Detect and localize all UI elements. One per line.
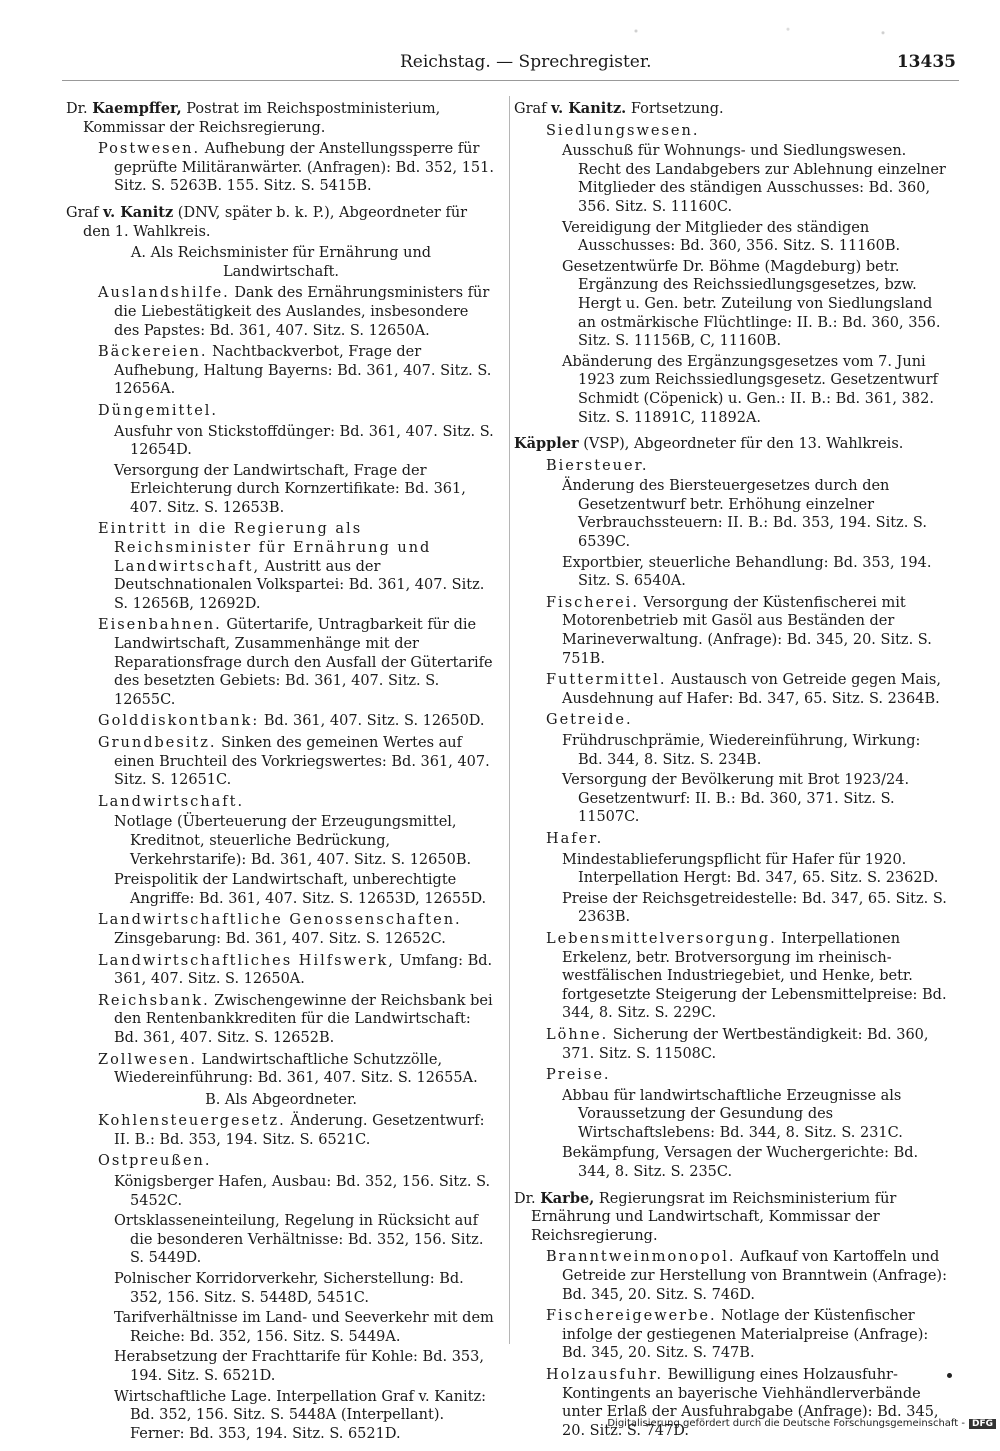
topic-line [514, 830, 948, 849]
topic-text: Austritt aus der Deutschnationalen Volkspartei: Bd. 361, 407. Sitz. S. 12656B, 12692D. [114, 558, 485, 612]
topic-text: Dank des Ernährungsministers für die Liebestätigkeit des Auslandes, insbesondere des Papstes: Bd. 361, 407. Sitz. S. 12650A. [114, 285, 490, 339]
column-divider [509, 96, 510, 1344]
topic-line [514, 1248, 948, 1304]
speaker-description: Regierungsrat im Reichsministerium für Ernährung und Landwirtschaft, Kommissar der Reichsregierung. [531, 1190, 897, 1244]
entry-heading [514, 100, 948, 119]
topic-keyword: Hafer. [546, 830, 604, 847]
topic-line [66, 734, 496, 790]
entry-heading [514, 1190, 948, 1246]
entry-prefix: Dr. [514, 1190, 541, 1207]
topic-keyword: Preise. [546, 1067, 611, 1084]
topic-keyword: Lebensmittelversorgung. [546, 930, 777, 947]
subtopic-line: Ausfuhr von Stickstoffdünger: Bd. 361, 407. Sitz. S. 12654D. [114, 423, 494, 459]
subtopic-line: Versorgung der Bevölkerung mit Brot 1923/24. Gesetzentwurf: II. B.: Bd. 360, 371. Sitz. S. 11507C. [562, 772, 910, 826]
speaker-description: (VSP), Abgeordneter für den 13. Wahlkreis. [578, 436, 904, 453]
topic-line [66, 712, 496, 731]
topic-text: Zwischengewinne der Reichsbank bei den Rentenbankkrediten für die Landwirtschaft: Bd. 361, 407. Sitz. S. 12652B. [114, 992, 493, 1046]
topic-keyword: Branntweinmonopol. [546, 1249, 736, 1266]
footer-text: Digitalisierung gefördert durch die Deutsche Forschungsgemeinschaft - [607, 1418, 965, 1429]
topic-text: Sinken des gemeinen Wertes auf einen Bruchteil des Vorkriegswertes: Bd. 361, 407. Sitz. S. 12651C. [114, 735, 490, 789]
topic-line [514, 711, 948, 730]
subtopic-line: Abbau für landwirtschaftliche Erzeugnisse als Voraussetzung der Gesundung des Wirtschaftslebens: Bd. 344, 8. Sitz. S. 231C. [562, 1087, 903, 1141]
topic-keyword: Siedlungswesen. [546, 122, 700, 139]
subtopic-line: Exportbier, steuerliche Behandlung: Bd. 353, 194. Sitz. S. 6540A. [562, 554, 932, 590]
topic-line [66, 1051, 496, 1088]
topic-line [514, 1026, 948, 1063]
register-entry [514, 1190, 948, 1441]
speaker-name: v. Kanitz [103, 203, 174, 221]
register-entry [514, 100, 948, 427]
subtopic-line: Polnischer Korridorverkehr, Sicherstellung: Bd. 352, 156. Sitz. S. 5448D, 5451C. [114, 1271, 464, 1306]
topic-line [66, 793, 496, 812]
subtopic-line: Königsberger Hafen, Ausbau: Bd. 352, 156. Sitz. S. 5452C. [114, 1174, 491, 1209]
topic-keyword: Löhne. [546, 1026, 609, 1043]
subtopic-line: Abänderung des Ergänzungsgesetzes vom 7. Juni 1923 zum Reichssiedlungsgesetz. Gesetzentwurf Schmidt (Cöpenick) u. Gen.: II. B.: Bd. 361, 382. Sitz. S. 11891C, 11892A. [562, 353, 938, 426]
subtopic-line: Änderung des Biersteuergesetzes durch den Gesetzentwurf betr. Erhöhung einzelner Verbrauchssteuern: II. B.: Bd. 353, 194. Sitz. S. 6539C. [562, 478, 927, 551]
topic-line [514, 1366, 948, 1440]
topic-line [66, 911, 496, 948]
subtopic-line: Notlage (Überteuerung der Erzeugungsmittel, Kreditnot, steuerliche Bedrückung, Verkehrstarife): Bd. 361, 407. Sitz. S. 12650B. [114, 814, 472, 868]
speaker-description: Postrat im Reichspostministerium, Kommissar der Reichsregierung. [83, 101, 441, 136]
topic-keyword: Auslandshilfe. [98, 285, 230, 302]
register-entry [66, 100, 496, 196]
subtopic-line: Bekämpfung, Versagen der Wuchergerichte: Bd. 344, 8. Sitz. S. 235C. [562, 1145, 919, 1181]
topic-text: Sicherung der Wertbeständigkeit: Bd. 360, 371. Sitz. S. 11508C. [562, 1026, 929, 1062]
topic-line [66, 952, 496, 989]
topic-keyword: Grundbesitz. [98, 735, 217, 751]
topic-keyword: Golddiskontbank: [98, 713, 260, 730]
register-entry [514, 435, 948, 1182]
header-rule [62, 80, 959, 81]
topic-text: Gütertarife, Untragbarkeit für die Landwirtschaft, Zusammenhänge mit der Reparationsfrage durch den Ausfall der Gütertarife des besetzten Gebiets: Bd. 361, 407. Sitz. S. 12655C. [114, 617, 493, 708]
subtopic-line: Ortsklasseneinteilung, Regelung in Rücksicht auf die besonderen Verhältnisse: Bd. 352, 156. Sitz. S. 5449D. [114, 1213, 484, 1267]
topic-line [514, 594, 948, 668]
subtopic-line: Vereidigung der Mitglieder des ständigen Ausschusses: Bd. 360, 356. Sitz. S. 11160B. [562, 219, 901, 255]
topic-line [66, 616, 496, 709]
entry-heading [66, 204, 496, 241]
register-entry [66, 204, 496, 1443]
topic-keyword: Reichsbank. [98, 992, 210, 1009]
topic-keyword: Zollwesen. [98, 1051, 198, 1068]
topic-text: Austausch von Getreide gegen Mais, Ausdehnung auf Hafer: Bd. 347, 65. Sitz. S. 2364B. [562, 672, 941, 707]
subtopic-line: Ausschuß für Wohnungs- und Siedlungswesen. Recht des Landabgebers zur Ablehnung einzelner Mitglieder des ständigen Ausschusses: Bd. 360, 356. Sitz. S. 11160C. [562, 143, 946, 215]
topic-text: Interpellationen Erkelenz, betr. Brotversorgung im rheinisch-westfälischen Industriegebiet, und Henke, betr. fortgesetzte Steigerung der Lebensmittelpreise: Bd. 344, 8. Sitz. S. 229C. [562, 930, 947, 1022]
topic-line [514, 1066, 948, 1085]
footer [607, 1418, 996, 1429]
topic-keyword: Düngemittel. [98, 402, 219, 419]
topic-keyword: Eisenbahnen. [98, 617, 222, 634]
section-heading: A. Als Reichsminister für Ernährung und Landwirtschaft. [130, 245, 432, 280]
topic-keyword: Bäckereien. [98, 344, 208, 361]
topic-keyword: Landwirtschaftliche Genossenschaften. [98, 912, 462, 929]
dfg-logo: DFG [969, 1419, 996, 1429]
topic-keyword: Eintritt in die Regierung als Reichsminister für Ernährung und Landwirtschaft, [98, 521, 432, 575]
topic-text: Bd. 361, 407. Sitz. S. 12650D. [259, 713, 485, 730]
subtopic-line: Herabsetzung der Frachttarife für Kohle: Bd. 353, 194. Sitz. S. 6521D. [114, 1349, 484, 1384]
topic-line [514, 1307, 948, 1363]
topic-text: Änderung. Gesetzentwurf: II. B.: Bd. 353, 194. Sitz. S. 6521C. [114, 1113, 485, 1148]
topic-text: Versorgung der Küstenfischerei mit Motorenbetrieb mit Gasöl aus Beständen der Marineverwaltung. (Anfrage): Bd. 345, 20. Sitz. S. 751B. [562, 594, 932, 667]
topic-keyword: Landwirtschaft. [98, 793, 245, 810]
subtopic-line: Preispolitik der Landwirtschaft, unberechtigte Angriffe: Bd. 361, 407. Sitz. S. 12653D, 12655D. [114, 872, 487, 907]
topic-line [66, 1112, 496, 1149]
topic-text: Aufkauf von Kartoffeln und Getreide zur Herstellung von Branntwein (Anfrage): Bd. 345, 20. Sitz. S. 746D. [562, 1249, 947, 1303]
topic-line [66, 520, 496, 613]
topic-text: Landwirtschaftliche Schutzzölle, Wiedereinführung: Bd. 361, 407. Sitz. S. 12655A. [114, 1051, 478, 1087]
topic-line [66, 1152, 496, 1171]
topic-line [66, 284, 496, 340]
entry-prefix: Graf [66, 204, 104, 221]
topic-keyword: Kohlensteuergesetz. [98, 1113, 286, 1130]
topic-line [66, 402, 496, 421]
subtopic-line: Mindestablieferungspflicht für Hafer für 1920. Interpellation Hergt: Bd. 347, 65. Sitz. S. 2362D. [562, 851, 939, 887]
speaker-description: (DNV, später b. k. P.), Abgeordneter für den 1. Wahlkreis. [83, 204, 468, 240]
speaker-name: Kaempffer, [92, 100, 182, 117]
topic-text: Aufhebung der Anstellungssperre für geprüfte Militäranwärter. (Anfragen): Bd. 352, 151. Sitz. S. 5263B. 155. Sitz. S. 5415B. [114, 141, 494, 195]
topic-line [66, 343, 496, 399]
topic-line [66, 140, 496, 196]
section-heading: B. Als Abgeordneter. [205, 1091, 357, 1108]
topic-keyword: Getreide. [546, 712, 633, 729]
topic-keyword: Landwirtschaftliches Hilfswerk, [98, 952, 395, 969]
topic-line [514, 122, 948, 141]
topic-text: Umfang: Bd. 361, 407. Sitz. S. 12650A. [114, 952, 493, 988]
topic-line [514, 930, 948, 1023]
page-header [0, 52, 1000, 78]
topic-line [514, 457, 948, 476]
topic-keyword: Biersteuer. [546, 457, 649, 474]
entry-heading [514, 435, 948, 454]
subtopic-line: Tarifverhältnisse im Land- und Seeverkehr mit dem Reiche: Bd. 352, 156. Sitz. S. 5449A. [114, 1310, 494, 1345]
entry-prefix: Dr. [66, 101, 93, 117]
subtopic-line: Wirtschaftliche Lage. Interpellation Graf v. Kanitz: Bd. 352, 156. Sitz. S. 5448A (Interpellant). Ferner: Bd. 353, 194. Sitz. S. 6521D. [114, 1388, 487, 1442]
speaker-name: v. Kanitz. [551, 100, 627, 117]
topic-line [514, 671, 948, 708]
topic-text: Notlage der Küstenfischer infolge der gestiegenen Materialpreise (Anfrage): Bd. 345, 20. Sitz. S. 747B. [562, 1308, 929, 1362]
speaker-name: Karbe, [540, 1189, 595, 1207]
subtopic-line: Gesetzentwürfe Dr. Böhme (Magdeburg) betr. Ergänzung des Reichssiedlungsgesetzes, bzw. Hergt u. Gen. betr. Zuteilung von Siedlungsland an ostmärkische Flüchtlinge: II. B.: Bd. 360, 356. Sitz. S. 11156B, C, 11160B. [562, 258, 941, 350]
speaker-description: Fortsetzung. [626, 101, 724, 117]
subtopic-line: Preise der Reichsgetreidestelle: Bd. 347, 65. Sitz. S. 2363B. [562, 890, 947, 926]
ink-dot [947, 1373, 952, 1378]
topic-keyword: Ostpreußen. [98, 1153, 212, 1170]
topic-keyword: Futtermittel. [546, 672, 667, 689]
topic-keyword: Postwesen. [98, 141, 201, 158]
topic-text: Zinsgebarung: Bd. 361, 407. Sitz. S. 12652C. [114, 930, 446, 947]
left-column [66, 100, 496, 1451]
speaker-name: Käppler [514, 435, 579, 453]
topic-line [66, 992, 496, 1048]
topic-keyword: Fischereigewerbe. [546, 1308, 717, 1325]
scan-specks [560, 22, 940, 40]
topic-text: Bewilligung eines Holzausfuhr-Kontingents an bayerische Viehhändlerverbände unter Erlaß der Ausfuhrabgabe (Anfrage): Bd. 345, 20. Sitz. S. 747D. [562, 1367, 939, 1439]
entry-prefix: Graf [514, 101, 552, 117]
running-title: Reichstag. — Sprechregister. [400, 52, 652, 72]
right-column [514, 100, 948, 1448]
topic-text: Nachtbackverbot, Frage der Aufhebung, Haltung Bayerns: Bd. 361, 407. Sitz. S. 12656A. [114, 344, 492, 398]
topic-keyword: Holzausfuhr. [546, 1367, 664, 1383]
subtopic-line: Frühdruschprämie, Wiedereinführung, Wirkung: Bd. 344, 8. Sitz. S. 234B. [562, 733, 921, 768]
page-number: 13435 [896, 52, 956, 72]
entry-heading [66, 100, 496, 137]
subtopic-line: Versorgung der Landwirtschaft, Frage der Erleichterung durch Kornzertifikate: Bd. 361, 407. Sitz. S. 12653B. [114, 462, 466, 516]
topic-keyword: Fischerei. [546, 594, 639, 611]
